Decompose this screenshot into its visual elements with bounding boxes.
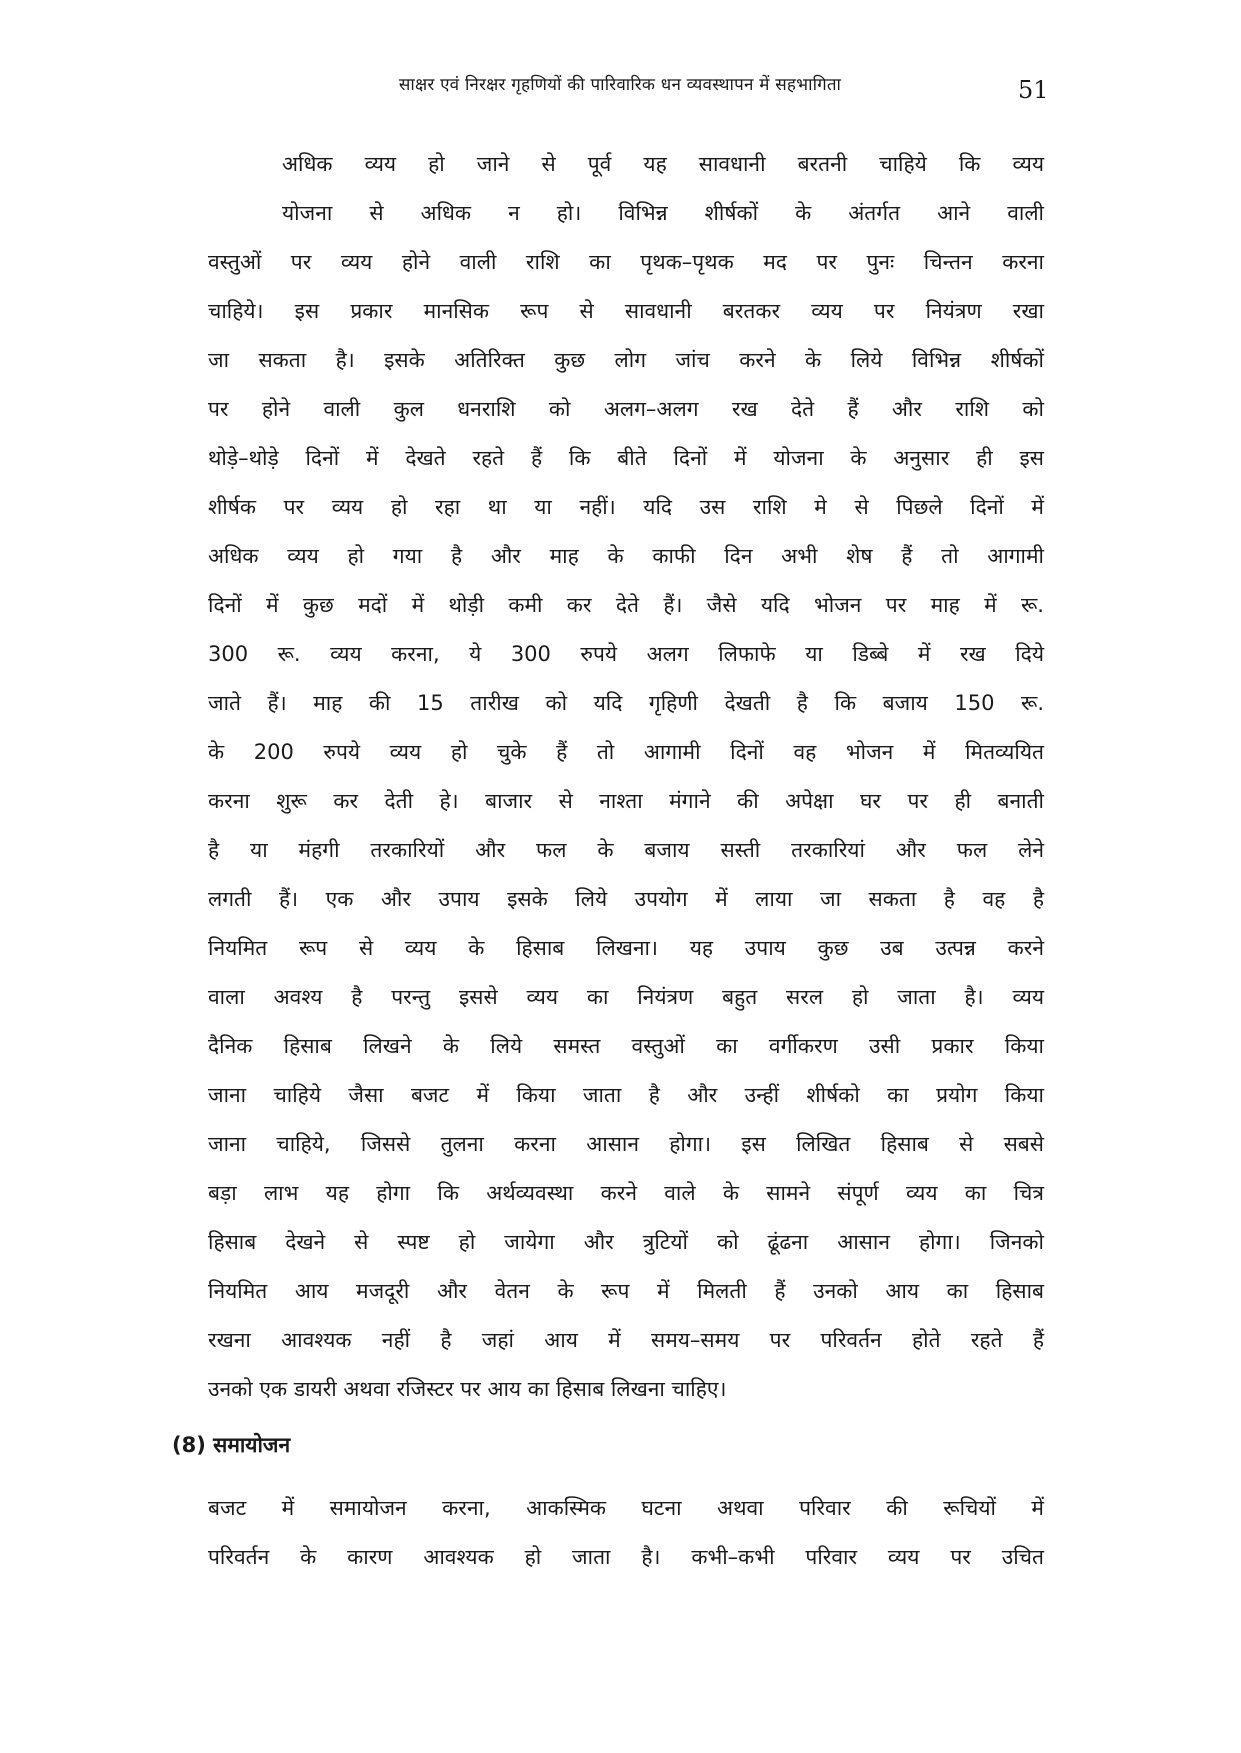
- text-line: अधिक व्यय हो गया है और माह के काफी दिन अभी शेष हैं तो आगामी: [208, 544, 1044, 568]
- text-line: दैनिक हिसाब लिखने के लिये समस्त वस्तुओं का वर्गीकरण उसी प्रकार किया: [208, 1034, 1044, 1058]
- page-number: 51: [1018, 76, 1049, 104]
- text-line: दिनों में कुछ मदों में थोड़ी कमी कर देते हैं। जैसे यदि भोजन पर माह में रू.: [208, 593, 1044, 617]
- text-line: नियमित आय मजदूरी और वेतन के रूप में मिलती हैं उनको आय का हिसाब: [208, 1279, 1044, 1303]
- text-line: परिवर्तन के कारण आवश्यक हो जाता है। कभी–कभी परिवार व्यय पर उचित: [208, 1545, 1044, 1569]
- text-line: बड़ा लाभ यह होगा कि अर्थव्यवस्था करने वाले के सामने संपूर्ण व्यय का चित्र: [208, 1181, 1044, 1205]
- section-heading: (8) समायोजन: [172, 1433, 291, 1457]
- text-line: हिसाब देखने से स्पष्ट हो जायेगा और त्रुटियों को ढूंढना आसान होगा। जिनको: [208, 1230, 1044, 1254]
- text-line: जा सकता है। इसके अतिरिक्त कुछ लोग जांच करने के लिये विभिन्न शीर्षकों: [208, 348, 1044, 372]
- text-line: जाना चाहिये जैसा बजट में किया जाता है और उन्हीं शीर्षको का प्रयोग किया: [208, 1083, 1044, 1107]
- text-line: वाला अवश्य है परन्तु इससे व्यय का नियंत्रण बहुत सरल हो जाता है। व्यय: [208, 985, 1044, 1009]
- text-line: योजना से अधिक न हो। विभिन्न शीर्षकों के अंतर्गत आने वाली: [282, 201, 1044, 225]
- text-line: है या मंहगी तरकारियों और फल के बजाय सस्ती तरकारियां और फल लेने: [208, 838, 1044, 862]
- text-line: जाते हैं। माह की 15 तारीख को यदि गृहिणी देखती है कि बजाय 150 रू.: [208, 691, 1044, 715]
- text-line: अधिक व्यय हो जाने से पूर्व यह सावधानी बरतनी चाहिये कि व्यय: [282, 152, 1044, 176]
- text-line: करना शुरू कर देती हे। बाजार से नाश्ता मंगाने की अपेक्षा घर पर ही बनाती: [208, 789, 1044, 813]
- text-line: रखना आवश्यक नहीं है जहां आय में समय–समय पर परिवर्तन होते रहते हैं: [208, 1328, 1044, 1352]
- text-line: जाना चाहिये, जिससे तुलना करना आसान होगा। इस लिखित हिसाब से सबसे: [208, 1132, 1044, 1156]
- text-line: थोड़े–थोड़े दिनों में देखते रहते हैं कि बीते दिनों में योजना के अनुसार ही इस: [208, 446, 1044, 470]
- text-line: शीर्षक पर व्यय हो रहा था या नहीं। यदि उस राशि मे से पिछले दिनों में: [208, 495, 1044, 519]
- text-line: उनको एक डायरी अथवा रजिस्टर पर आय का हिसाब लिखना चाहिए।: [208, 1377, 727, 1401]
- text-line: बजट में समायोजन करना, आकस्मिक घटना अथवा परिवार की रूचियों में: [208, 1496, 1044, 1520]
- text-line: चाहिये। इस प्रकार मानसिक रूप से सावधानी बरतकर व्यय पर नियंत्रण रखा: [208, 299, 1044, 323]
- text-line: नियमित रूप से व्यय के हिसाब लिखना। यह उपाय कुछ उब उत्पन्न करने: [208, 936, 1044, 960]
- text-line: 300 रू. व्यय करना, ये 300 रुपये अलग लिफाफे या डिब्बे में रख दिये: [208, 642, 1044, 666]
- text-line: लगती हैं। एक और उपाय इसके लिये उपयोग में लाया जा सकता है वह है: [208, 887, 1044, 911]
- text-line: के 200 रुपये व्यय हो चुके हैं तो आगामी दिनों वह भोजन में मितव्ययित: [208, 740, 1044, 764]
- text-line: पर होने वाली कुल धनराशि को अलग–अलग रख देते हैं और राशि को: [208, 397, 1044, 421]
- running-header: साक्षर एवं निरक्षर गृहणियों की पारिवारिक धन व्यवस्थापन में सहभागिता: [398, 75, 842, 95]
- text-line: वस्तुओं पर व्यय होने वाली राशि का पृथक–पृथक मद पर पुनः चिन्तन करना: [208, 250, 1044, 274]
